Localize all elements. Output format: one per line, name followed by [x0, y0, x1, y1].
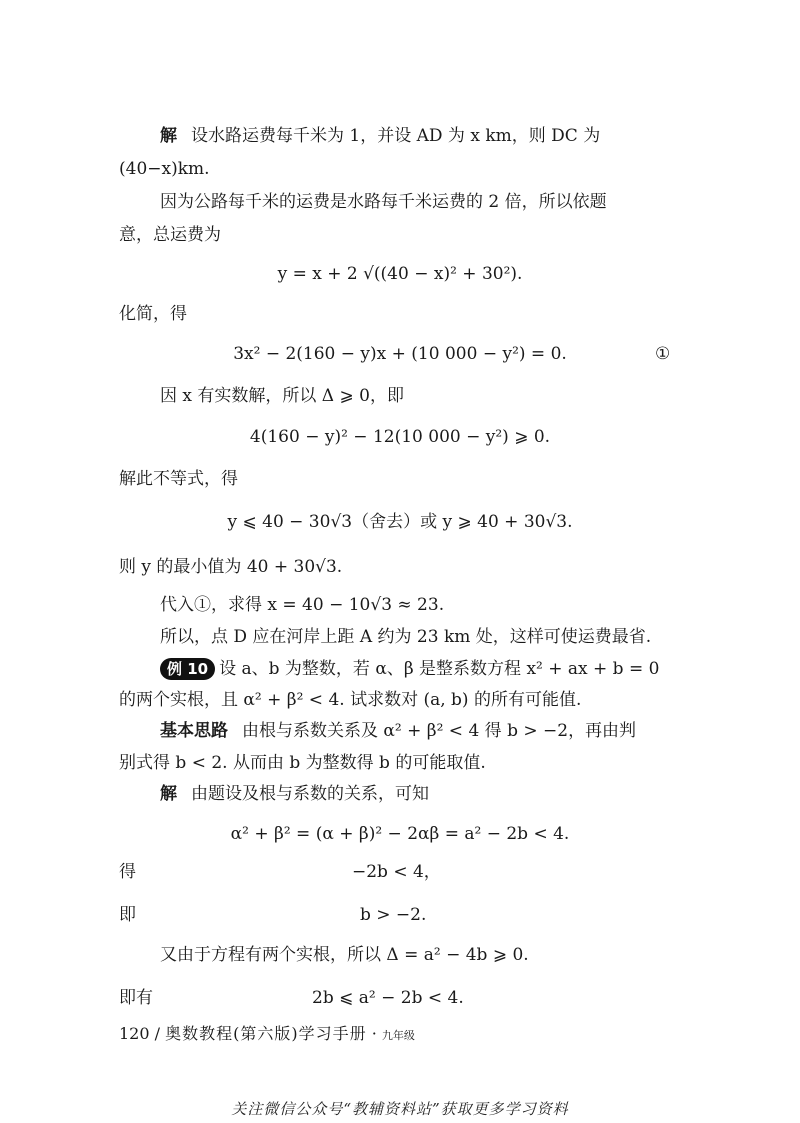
text-line — [119, 986, 153, 1010]
page-number: 120 — [119, 1024, 150, 1043]
equation-line — [0, 342, 800, 366]
section-label: 解 — [160, 784, 177, 804]
equation-line — [0, 510, 800, 534]
line-text: 又由于方程有两个实根，所以 Δ = a² − 4b ⩾ 0. — [160, 945, 529, 965]
text-line — [160, 593, 444, 617]
line-text: 代入①，求得 x = 40 − 10√3 ≈ 23. — [160, 595, 445, 615]
line-text: 意，总运费为 — [119, 225, 221, 245]
text-line — [160, 124, 600, 148]
text-line — [119, 223, 221, 247]
line-text: 得 — [119, 862, 136, 882]
text-line — [119, 688, 581, 712]
line-text: 设水路运费每千米为 1，并设 AD 为 x km，则 DC 为 — [191, 126, 601, 146]
line-text: 因 x 有实数解，所以 Δ ⩾ 0，即 — [160, 386, 404, 406]
line-text: 别式得 b < 2. 从而由 b 为整数得 b 的可能取值. — [119, 753, 486, 773]
equation-number: ① — [655, 344, 671, 364]
text-line — [119, 860, 136, 884]
watermark-banner: 关注微信公众号“教辅资料站”获取更多学习资料 — [231, 1100, 569, 1118]
text-line — [360, 903, 426, 927]
section-label: 基本思路 — [160, 721, 228, 741]
line-text: 化简，得 — [119, 304, 187, 324]
text-line — [160, 384, 404, 408]
equation-line — [0, 822, 800, 846]
line-text: b > −2. — [360, 905, 427, 925]
line-text: 设 a、b 为整数，若 α、β 是整系数方程 x² + ax + b = 0 — [219, 659, 660, 679]
line-text: 2b ⩽ a² − 2b < 4. — [312, 988, 464, 1008]
line-text: 的两个实根，且 α² + β² < 4. 试求数对 (a, b) 的所有可能值. — [119, 690, 582, 710]
text-line — [119, 157, 210, 181]
line-text: 即有 — [119, 988, 153, 1008]
text-line — [312, 986, 464, 1010]
line-text: 3x² − 2(160 − y)x + (10 000 − y²) = 0. — [233, 344, 567, 364]
page-footer — [119, 1022, 415, 1048]
text-line — [119, 555, 342, 579]
grade-label: 九年级 — [381, 1029, 415, 1042]
line-text: (40−x)km. — [119, 159, 210, 179]
text-line — [160, 782, 429, 806]
line-text: 则 y 的最小值为 40 + 30√3. — [119, 557, 343, 577]
line-text: 所以，点 D 应在河岸上距 A 约为 23 km 处，这样可使运费最省. — [160, 627, 652, 647]
text-line — [119, 903, 136, 927]
line-text: 解此不等式，得 — [119, 469, 238, 489]
line-text: 由题设及根与系数的关系，可知 — [191, 784, 429, 804]
text-line — [160, 190, 607, 214]
equation-line — [0, 425, 800, 449]
footer-separator: / — [154, 1024, 161, 1043]
example-badge: 例 10 — [160, 658, 215, 680]
text-line — [160, 943, 529, 967]
text-line — [160, 657, 659, 681]
line-text: −2b < 4， — [352, 862, 441, 882]
line-text: 即 — [119, 905, 136, 925]
equation-line — [0, 262, 800, 286]
line-text: α² + β² = (α + β)² − 2αβ = a² − 2b < 4. — [230, 824, 570, 844]
book-title: 奥数教程(第六版)学习手册 — [165, 1024, 367, 1043]
line-text: y = x + 2 √((40 − x)² + 30²). — [277, 264, 523, 284]
text-line — [119, 302, 187, 326]
text-line — [119, 467, 238, 491]
section-label: 解 — [160, 126, 177, 146]
line-text: 因为公路每千米的运费是水路每千米运费的 2 倍，所以依题 — [160, 192, 607, 212]
line-text: 4(160 − y)² − 12(10 000 − y²) ⩾ 0. — [249, 427, 551, 447]
line-text: 由根与系数关系及 α² + β² < 4 得 b > −2，再由判 — [242, 721, 637, 741]
line-text: y ⩽ 40 − 30√3（舍去）或 y ⩾ 40 + 30√3. — [227, 512, 573, 532]
footer-dot: · — [371, 1024, 377, 1043]
text-line — [119, 751, 486, 775]
text-line — [160, 719, 636, 743]
text-line — [160, 625, 651, 649]
text-line — [352, 860, 441, 884]
